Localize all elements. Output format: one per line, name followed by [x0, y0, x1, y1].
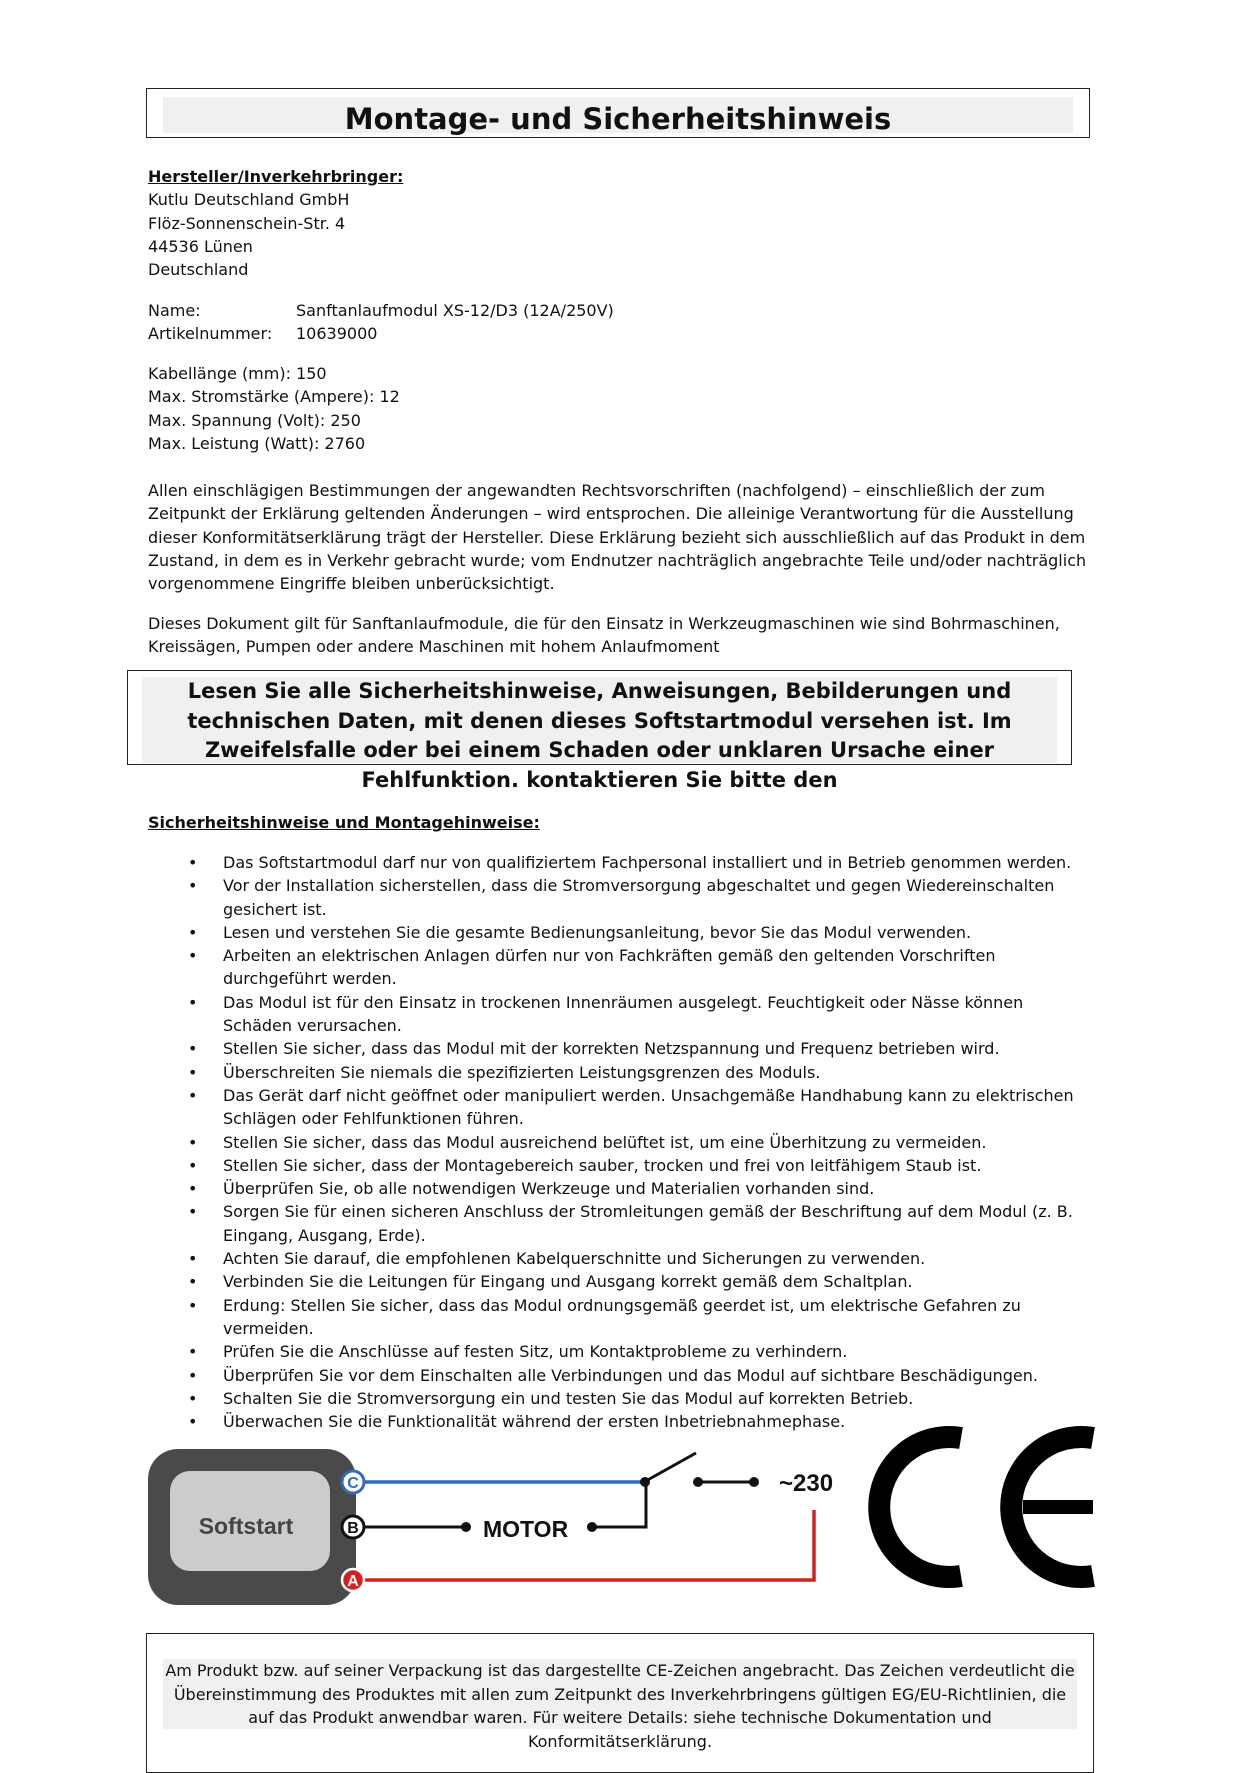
terminal-a-label: A: [347, 1573, 359, 1590]
terminal-b-label: B: [347, 1520, 359, 1537]
manufacturer-line: Kutlu Deutschland GmbH: [148, 190, 350, 210]
safety-list-item: [148, 1387, 1093, 1410]
bullet-icon: •: [188, 1365, 198, 1385]
safety-list-container: [148, 851, 1093, 1433]
safety-list-item: [148, 851, 1093, 874]
bullet-icon: •: [188, 1412, 198, 1432]
switch-lever: [644, 1453, 696, 1482]
warning-box: [127, 670, 1072, 792]
ce-mark-icon: [875, 1428, 1093, 1586]
product-name-value: Sanftanlaufmodul XS-12/D3 (12A/250V): [296, 301, 614, 320]
safety-item-text: Vor der Installation sicherstellen, dass die Stromversorgung abgeschaltet und gegen Wiedereinschalten gesichert ist.: [223, 876, 1055, 919]
motor-to-switch-wire: [592, 1482, 646, 1527]
bullet-icon: •: [188, 1388, 198, 1408]
ce-note-box: [146, 1633, 1094, 1773]
safety-list-item: [148, 1154, 1093, 1177]
bullet-icon: •: [188, 1249, 198, 1269]
terminal-a: [342, 1569, 364, 1591]
bullet-icon: •: [188, 1342, 198, 1362]
safety-item-text: Das Softstartmodul darf nur von qualifiziertem Fachpersonal installiert und in Betrieb genommen werden.: [223, 853, 1072, 872]
safety-list-item: [148, 1061, 1093, 1084]
safety-list-item: [148, 1247, 1093, 1270]
ce-c-letter: [879, 1437, 961, 1577]
terminal-b: [342, 1516, 364, 1538]
safety-list-item: [148, 1364, 1093, 1387]
terminal-c: [342, 1471, 364, 1493]
safety-list-item: [148, 1131, 1093, 1154]
manufacturer-block: [148, 165, 403, 281]
spec-line: Kabellänge (mm): 150: [148, 364, 327, 383]
product-name-label: Name:: [148, 301, 201, 320]
product-name-row: [148, 299, 614, 322]
page-title: Montage- und Sicherheitshinweis: [163, 97, 1073, 133]
safety-list-item: [148, 1270, 1093, 1293]
product-article-label: Artikelnummer:: [148, 324, 273, 344]
specs-block: [148, 362, 400, 455]
bullet-icon: •: [188, 1272, 198, 1292]
safety-item-text: Das Gerät darf nicht geöffnet oder manipuliert werden. Unsachgemäße Handhabung kann zu elektrischen Schlägen oder Fehlfunktionen führen.: [223, 1085, 1074, 1129]
bullet-icon: •: [188, 1039, 198, 1059]
safety-item-text: Schalten Sie die Stromversorgung ein und testen Sie das Modul auf korrekten Betrieb.: [223, 1388, 914, 1408]
supply-label: ~230: [779, 1470, 834, 1497]
bullet-icon: •: [188, 1155, 198, 1175]
safety-item-text: Prüfen Sie die Anschlüsse auf festen Sitz, um Kontaktprobleme zu verhindern.: [223, 1342, 848, 1362]
product-article-row: [148, 322, 614, 345]
safety-heading: Sicherheitshinweise und Montagehinweise:: [148, 813, 540, 832]
safety-item-text: Arbeiten an elektrischen Anlagen dürfen nur von Fachkräften gemäß den geltenden Vorschriften durchgeführt werden.: [223, 946, 996, 989]
bullet-icon: •: [188, 1062, 198, 1082]
motor-terminal-left: [461, 1522, 471, 1532]
spec-line: Max. Stromstärke (Ampere): 12: [148, 387, 400, 407]
safety-item-text: Stellen Sie sicher, dass der Montagebereich sauber, trocken und frei von leitfähigem Staub ist.: [223, 1155, 982, 1175]
safety-list-item: [148, 874, 1093, 921]
safety-list-item: [148, 1294, 1093, 1341]
bullet-icon: •: [188, 946, 198, 966]
softstart-label: Softstart: [198, 1513, 294, 1539]
manufacturer-line: Deutschland: [148, 260, 249, 280]
terminal-c-label: C: [347, 1475, 359, 1492]
motor-label: MOTOR: [483, 1516, 569, 1542]
safety-item-text: Achten Sie darauf, die empfohlenen Kabelquerschnitte und Sicherungen zu verwenden.: [223, 1249, 926, 1269]
ce-note-text: Am Produkt bzw. auf seiner Verpackung ist das dargestellte CE-Zeichen angebracht. Das Zeichen verdeutlicht die Übereinstimmung des Produktes mit allen zum Zeitpunkt des Inverkehrbringens gültigen EG/EU-Richtlinien, die auf das Produkt anwendbar waren. Für weitere Details: siehe technische Dokumentation und Konformitätserklärung.: [163, 1659, 1077, 1729]
bullet-icon: •: [188, 876, 198, 896]
safety-list-item: [148, 921, 1093, 944]
bullet-icon: •: [188, 1179, 198, 1199]
safety-list-item: [148, 1340, 1093, 1363]
wiring-diagram: [146, 1425, 856, 1610]
title-box: [146, 88, 1090, 138]
warning-text: Lesen Sie alle Sicherheitshinweise, Anweisungen, Bebilderungen und technischen Daten, mit denen dieses Softstartmodul versehen ist. Im Zweifelsfalle oder bei einem Schaden oder unklaren Ursache einer Fehlfunktion. kontaktieren Sie bitte den: [142, 677, 1057, 763]
safety-item-text: Stellen Sie sicher, dass das Modul mit der korrekten Netzspannung und Frequenz betrieben wird.: [223, 1039, 1000, 1059]
safety-item-text: Überwachen Sie die Funktionalität während der ersten Inbetriebnahmephase.: [223, 1412, 846, 1432]
switch-contact-left: [693, 1477, 703, 1487]
bullet-icon: •: [188, 1085, 198, 1105]
bullet-icon: •: [188, 992, 198, 1012]
safety-item-text: Lesen und verstehen Sie die gesamte Bedienungsanleitung, bevor Sie das Modul verwenden.: [223, 922, 972, 942]
safety-item-text: Verbinden Sie die Leitungen für Eingang und Ausgang korrekt gemäß dem Schaltplan.: [223, 1272, 913, 1292]
manufacturer-line: Flöz-Sonnenschein-Str. 4: [148, 213, 346, 233]
bullet-icon: •: [188, 853, 198, 872]
safety-list-item: [148, 1084, 1093, 1131]
product-block: [148, 299, 614, 346]
switch-contact-right: [749, 1477, 759, 1487]
safety-item-text: Stellen Sie sicher, dass das Modul ausreichend belüftet ist, um eine Überhitzung zu vermeiden.: [223, 1132, 987, 1152]
wire-a: [364, 1510, 814, 1580]
bullet-icon: •: [188, 1295, 198, 1315]
ce-e-letter-bar: [1023, 1500, 1093, 1514]
safety-item-text: Erdung: Stellen Sie sicher, dass das Modul ordnungsgemäß geerdet ist, um elektrische Gefahren zu vermeiden.: [223, 1295, 1021, 1338]
safety-item-text: Überprüfen Sie vor dem Einschalten alle Verbindungen und das Modul auf sichtbare Beschädigungen.: [223, 1365, 1038, 1385]
safety-item-text: Überschreiten Sie niemals die spezifizierten Leistungsgrenzen des Moduls.: [223, 1062, 821, 1082]
safety-list-item: [148, 1037, 1093, 1060]
bullet-icon: •: [188, 922, 198, 942]
bullet-icon: •: [188, 1202, 198, 1222]
safety-list-item: [148, 944, 1093, 991]
safety-list: [148, 851, 1093, 1433]
manufacturer-line: 44536 Lünen: [148, 236, 253, 256]
bullet-icon: •: [188, 1132, 198, 1152]
spec-line: Max. Spannung (Volt): 250: [148, 410, 361, 430]
safety-list-item: [148, 991, 1093, 1038]
product-article-value: 10639000: [296, 324, 378, 344]
spec-line: Max. Leistung (Watt): 2760: [148, 433, 366, 453]
safety-list-item: [148, 1177, 1093, 1200]
safety-item-text: Überprüfen Sie, ob alle notwendigen Werkzeuge und Materialien vorhanden sind.: [223, 1179, 875, 1199]
safety-item-text: Sorgen Sie für einen sicheren Anschluss der Stromleitungen gemäß der Beschriftung auf dem Modul (z. B. Eingang, Ausgang, Erde).: [223, 1202, 1073, 1245]
safety-item-text: Das Modul ist für den Einsatz in trockenen Innenräumen ausgelegt. Feuchtigkeit oder Nässe können Schäden verursachen.: [223, 992, 1024, 1036]
manufacturer-heading: Hersteller/Inverkehrbringer:: [148, 167, 404, 186]
safety-list-item: [148, 1200, 1093, 1247]
scope-paragraph: Dieses Dokument gilt für Sanftanlaufmodule, die für den Einsatz in Werkzeugmaschinen wie sind Bohrmaschinen, Kreissägen, Pumpen oder andere Maschinen mit hohem Anlaufmoment: [148, 614, 1060, 657]
legal-paragraph: Allen einschlägigen Bestimmungen der angewandten Rechtsvorschriften (nachfolgend) – einschließlich der zum Zeitpunkt der Erklärung geltenden Änderungen – wird entsprochen. Die alleinige Verantwortung für die Ausstellung dieser Konformitätserklärung trägt der Hersteller. Diese Erklärung bezieht sich ausschließlich auf das Produkt in dem Zustand, in dem es in Verkehr gebracht wurde; vom Endnutzer nachträglich angebrachte Teile und/oder nachträglich vorgenommene Eingriffe bleiben unberücksichtigt.: [148, 481, 1087, 594]
